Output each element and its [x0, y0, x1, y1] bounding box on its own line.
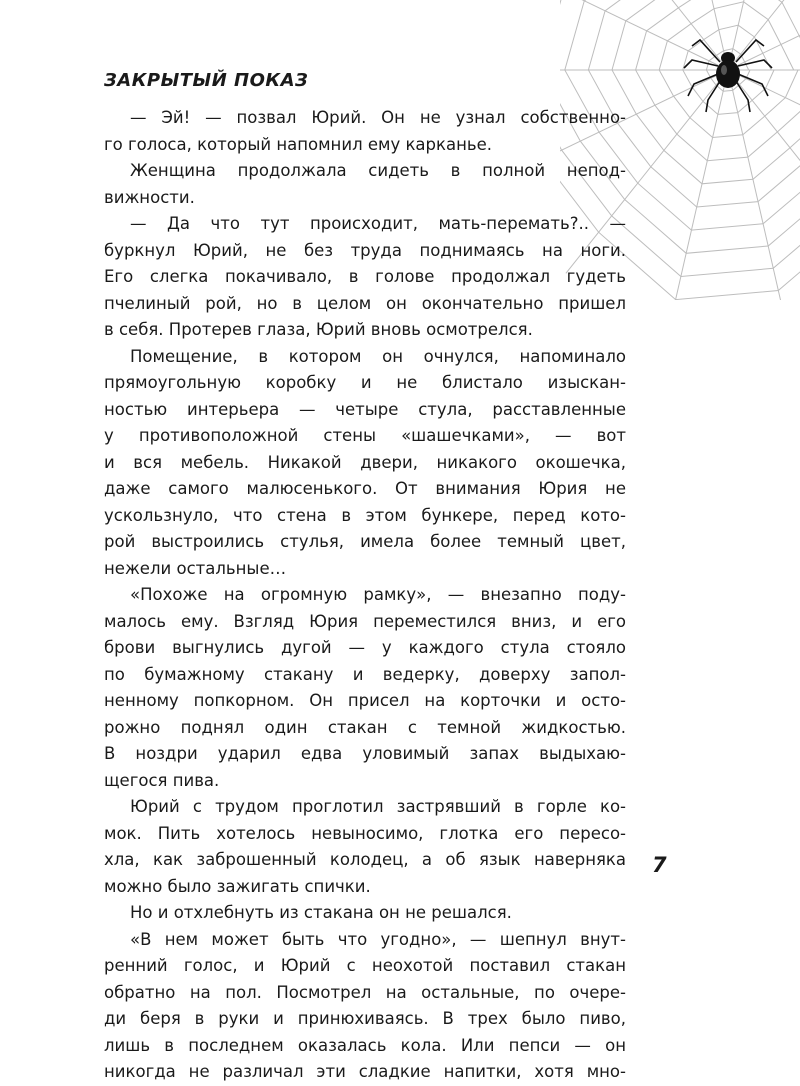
text-line: ренний голос, и Юрий с неохотой поставил стакан: [104, 956, 626, 975]
text-line: Но и отхлебнуть из стакана он не решался.: [130, 903, 512, 922]
text-line: — Эй! — позвал Юрий. Он не узнал собственно-: [130, 108, 626, 127]
text-line: го голоса, который напомнил ему карканье.: [104, 134, 492, 154]
text-line: даже самого малюсенького. От внимания Юрия не: [104, 479, 626, 498]
body-text: [104, 105, 626, 1086]
running-header: ЗАКРЫТЫЙ ПОКАЗ: [104, 70, 309, 91]
text-line: можно было зажигать спички.: [104, 876, 371, 896]
text-line: Помещение, в котором он очнулся, напоминало: [130, 346, 626, 366]
text-line: рожно поднял один стакан с темной жидкостью.: [104, 717, 626, 737]
text-line: Женщина продолжала сидеть в полной непод-: [130, 161, 626, 180]
text-line: В ноздри ударил едва уловимый запах выдыхаю-: [104, 744, 626, 763]
text-line: прямоугольную коробку и не блистало изыскан-: [104, 373, 626, 392]
text-line: щегося пива.: [104, 770, 220, 790]
text-line: мок. Пить хотелось невыносимо, глотка его пересо-: [104, 823, 626, 843]
text-line: обратно на пол. Посмотрел на остальные, по очере-: [104, 982, 626, 1002]
text-line: «Похоже на огромную рамку», — внезапно поду-: [130, 585, 626, 604]
page-number: 7: [652, 853, 667, 877]
text-line: пчелиный рой, но в целом он окончательно пришел: [104, 293, 626, 313]
text-line: у противоположной стены «шашечками», — вот: [104, 426, 626, 445]
text-line: никогда не различал эти сладкие напитки, хотя мно-: [104, 1062, 626, 1081]
text-line: и вся мебель. Никакой двери, никакого окошечка,: [104, 452, 626, 472]
text-line: лишь в последнем оказалась кола. Или пепси — он: [104, 1035, 626, 1055]
text-line: ностью интерьера — четыре стула, расставленные: [104, 399, 626, 419]
text-line: Юрий с трудом проглотил застрявший в горле ко-: [130, 797, 626, 816]
text-line: Его слегка покачивало, в голове продолжал гудеть: [104, 267, 626, 286]
text-line: хла, как заброшенный колодец, а об язык наверняка: [104, 850, 626, 869]
text-line: вижности.: [104, 187, 195, 207]
text-line: малось ему. Взгляд Юрия переместился вниз, и его: [104, 611, 626, 631]
text-line: ускользнуло, что стена в этом бункере, перед кото-: [104, 505, 626, 525]
text-line: — Да что тут происходит, мать-перемать?.. —: [130, 214, 626, 233]
text-line: ненному попкорном. Он присел на корточки и осто-: [104, 691, 626, 710]
text-line: в себя. Протерев глаза, Юрий вновь осмотрелся.: [104, 320, 533, 339]
text-line: нежели остальные…: [104, 558, 287, 578]
text-line: буркнул Юрий, не без труда поднимаясь на ноги.: [104, 240, 626, 260]
text-line: брови выгнулись дугой — у каждого стула стояло: [104, 638, 626, 657]
text-line: «В нем может быть что угодно», — шепнул внут-: [130, 929, 626, 949]
text-line: рой выстроились стулья, имела более темный цвет,: [104, 532, 626, 551]
text-line: ди беря в руки и принюхиваясь. В трех было пиво,: [104, 1009, 626, 1028]
text-line: по бумажному стакану и ведерку, доверху запол-: [104, 664, 626, 684]
spider-icon: [684, 40, 772, 112]
